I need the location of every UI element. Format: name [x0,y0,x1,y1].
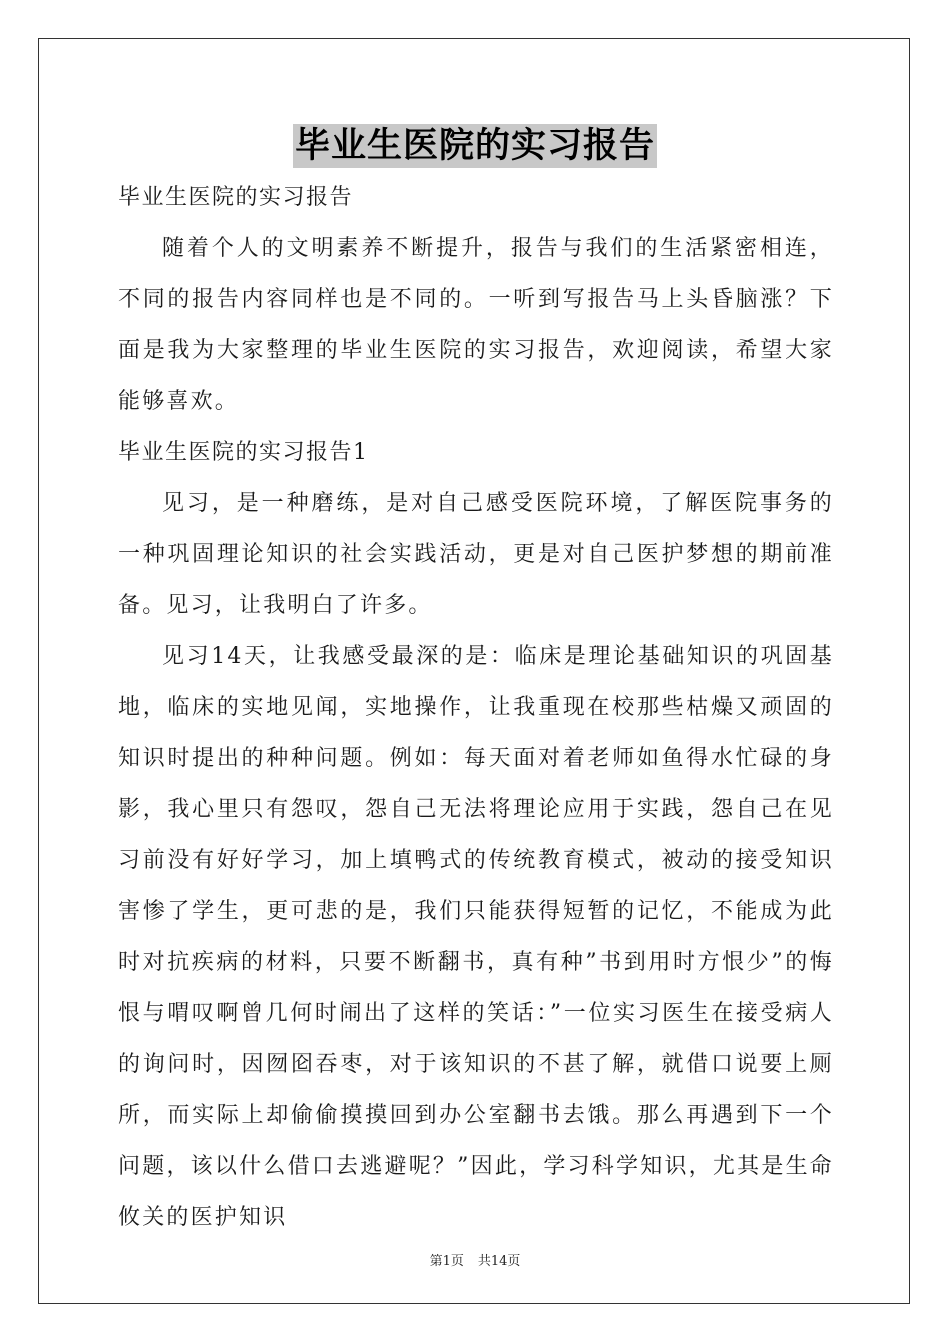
section-heading: 毕业生医院的实习报告1 [118,440,369,465]
title-container [0,124,950,168]
document-title: 毕业生医院的实习报告 [294,126,655,166]
document-body [118,172,834,1243]
page-number: 第1页 [429,1254,464,1269]
page-footer [0,1250,950,1269]
body-paragraph-1: 见习，是一种磨练，是对自己感受医院环境，了解医院事务的一种巩固理论知识的社会实践活动，更是对自己医护梦想的期前准备。见习，让我明白了许多。 [118,491,834,618]
page-total: 共14页 [477,1254,521,1269]
document-subtitle: 毕业生医院的实习报告 [118,185,354,210]
body-paragraph-2: 见习14天，让我感受最深的是：临床是理论基础知识的巩固基地，临床的实地见闻，实地操作，让我重现在校那些枯燥又顽固的知识时提出的种种问题。例如：每天面对着老师如鱼得水忙碌的身影，我心里只有怨叹，怨自己无法将理论应用于实践，怨自己在见习前没有好好学习，加上填鸭式的传统教育模式，被动的接受知识害惨了学生，更可悲的是，我们只能获得短暂的记忆，不能成为此时对抗疾病的材料，只要不断翻书，真有种”书到用时方恨少”的悔恨与喟叹啊曾几何时闹出了这样的笑话：”一位实习医生在接受病人的询问时，因囫囵吞枣，对于该知识的不甚了解，就借口说要上厕所，而实际上却偷偷摸摸回到办公室翻书去饿。那么再遇到下一个问题，该以什么借口去逃避呢？”因此，学习科学知识，尤其是生命攸关的医护知识 [118,644,834,1230]
intro-paragraph: 随着个人的文明素养不断提升，报告与我们的生活紧密相连，不同的报告内容同样也是不同的。一听到写报告马上头昏脑涨？下面是我为大家整理的毕业生医院的实习报告，欢迎阅读，希望大家能够喜欢。 [118,236,834,414]
